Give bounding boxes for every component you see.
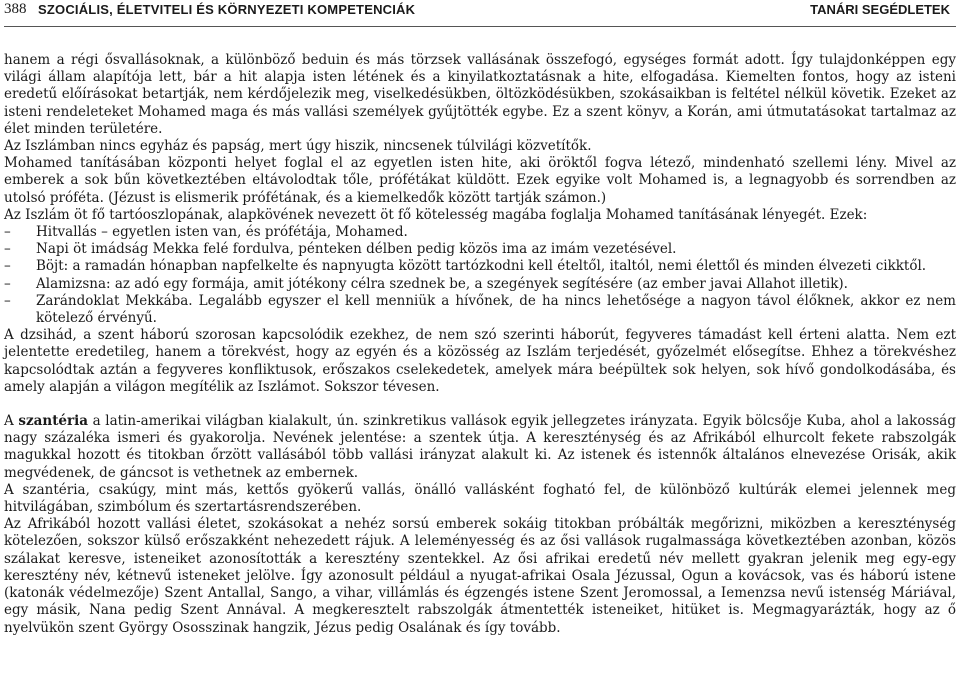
paragraph-prefix: A: [4, 413, 19, 430]
paragraph: A szantéria, csakúgy, mint más, kettős gyökerű vallás, önálló vallásként fogható fel, de különböző kultúrák elemei jelennek meg hitvilágában, szimbólum és szertartásrendszerében.: [4, 481, 956, 516]
list-item: – Hitvallás – egyetlen isten van, és prófétája, Mohamed.: [4, 224, 956, 241]
paragraph: Az Iszlám öt fő tartóoszlopának, alapkövének nevezett öt fő kötelesség magába foglalja Mohamed tanításának lényegét. Ezek:: [4, 206, 868, 223]
paragraph: hanem a régi ősvallásoknak, a különböző beduin és más törzsek vallásának összefogó, egységes formát adott. Így tulajdonképpen egy világi állam alapítója lett, bár a hit alapja isten létének és a kinyilatkoztatásnak a hite, elfogadása. Kiemelten fontos, hogy az isteni eredetű előírásokat betartják, nem kérdőjelezik meg, viselkedésükben, öltözködésükben, szokásaikban is feltétel nélkül követik. Ezeket az isteni rendeleteket Mohamed maga és más vallási személyek gyűjtötték egybe. Ez a szent könyv, a Korán, ami útmutatásokat tartalmaz az élet minden területére.: [4, 52, 956, 137]
paragraph: Az Afrikából hozott vallási életet, szokásokat a nehéz sorsú emberek sokáig titokban próbálták megőrizni, miközben a kereszténység kötelezően, sokszor külső erőszakként nehezedett rájuk. A leleményesség és az ősi vallások rugalmassága következtében azonban, közös szálakat keresve, isteneiket azonosították a keresztény szentekkel. Az ősi afrikai eredetű név mellett gyakran jelenik meg egy-egy keresztény név, kétnevű isteneket jelölve. Így azonosult például a nyugat-afrikai Osala Jézussal, Ogun a kovácsok, vas és háború istene (katonák védelmezője) Szent Antallal, Sango, a vihar, villámlás és égzengés istene Szent Jeromossal, a Iemenzsa nevű istenség Máriával, egy másik, Nana pedig Szent Annával. A megkeresztelt rabszolgák átmentették isteneiket, hitüket is. Megmagyarázták, hogy az ő nyelvükön szent György Ososszinak hangzik, Jézus pedig Osalának és így tovább.: [4, 516, 956, 636]
paragraph: Mohamed tanításában központi helyet foglal el az egyetlen isten hite, aki öröktől fogva létező, mindenható szellemi lény. Mivel az emberek a sok bűn következtében eltávolodtak tőle, prófétákat küldött. Ezek egyike volt Mohamed is, a legnagyobb és sorrendben az utolsó próféta. (Jézust is elismerik prófétának, és a kiemelkedők között tartják számon.): [4, 155, 956, 206]
list-item: – Alamizsna: az adó egy formája, amit jótékony célra szednek be, a szegények segítésére (az ember javai Allahot illetik).: [4, 276, 956, 293]
paragraph-text: a latin-amerikai világban kialakult, ún. szinkretikus vallások egyik jellegzetes irányzata. Egyik bölcsője Kuba, ahol a lakosság nagy százaléka ismeri és gyakorolja. Nevének jelentése: a szentek útja. A kereszténység és az Afrikából elhurcolt fekete rabszolgák magukkal hozott és titokban őrzött vallásából több vallási irányzat alakult ki. Az istenek és istennők általános elnevezése Orisák, akik megvédenek, de gáncsot is vethetnek az embernek.: [4, 413, 956, 481]
header-section-label: TANÁRI SEGÉDLETEK: [810, 2, 950, 17]
list-item: – Zarándoklat Mekkába. Legalább egyszer el kell menniük a hívőnek, de ha nincs lehetősége a nagyon távol élőknek, akkor ez nem kötelező érvényű.: [4, 293, 956, 327]
paragraph-gap: [4, 396, 956, 413]
term-highlight: szantéria: [18, 413, 89, 430]
paragraph: [4, 413, 956, 482]
header-title: SZOCIÁLIS, ÉLETVITELI ÉS KÖRNYEZETI KOMPETENCIÁK: [38, 2, 416, 17]
main-text: [4, 52, 956, 637]
page-number: 388: [4, 1, 27, 17]
pillars-list: [4, 224, 956, 327]
list-item: – Napi öt imádság Mekka felé fordulva, pénteken délben pedig közös ima az imám vezetésével.: [4, 241, 956, 258]
paragraph: A dzsihád, a szent háború szorosan kapcsolódik ezekhez, de nem szó szerinti háborút, fegyveres támadást kell érteni alatta. Nem ezt jelentette eredetileg, hanem a törekvést, hogy az egyén és a közösség az Iszlám terjedését, győzelmét elősegítse. Ehhez a törekvéshez kapcsolódtak aztán a fegyveres konfliktusok, erőszakos cselekedetek, amelyek mára beépültek sok helyen, sok hívő gondolkodásába, és amely alapján a világon megítélik az Iszlámot. Sokszor tévesen.: [4, 327, 956, 395]
list-item: – Böjt: a ramadán hónapban napfelkelte és napnyugta között tartózkodni kell ételtől, italtól, nemi élettől és minden élvezeti cikktől.: [4, 258, 956, 275]
paragraph: Az Iszlámban nincs egyház és papság, mert úgy hiszik, nincsenek túlvilági közvetítők.: [4, 138, 592, 155]
page-header: [4, 0, 956, 27]
